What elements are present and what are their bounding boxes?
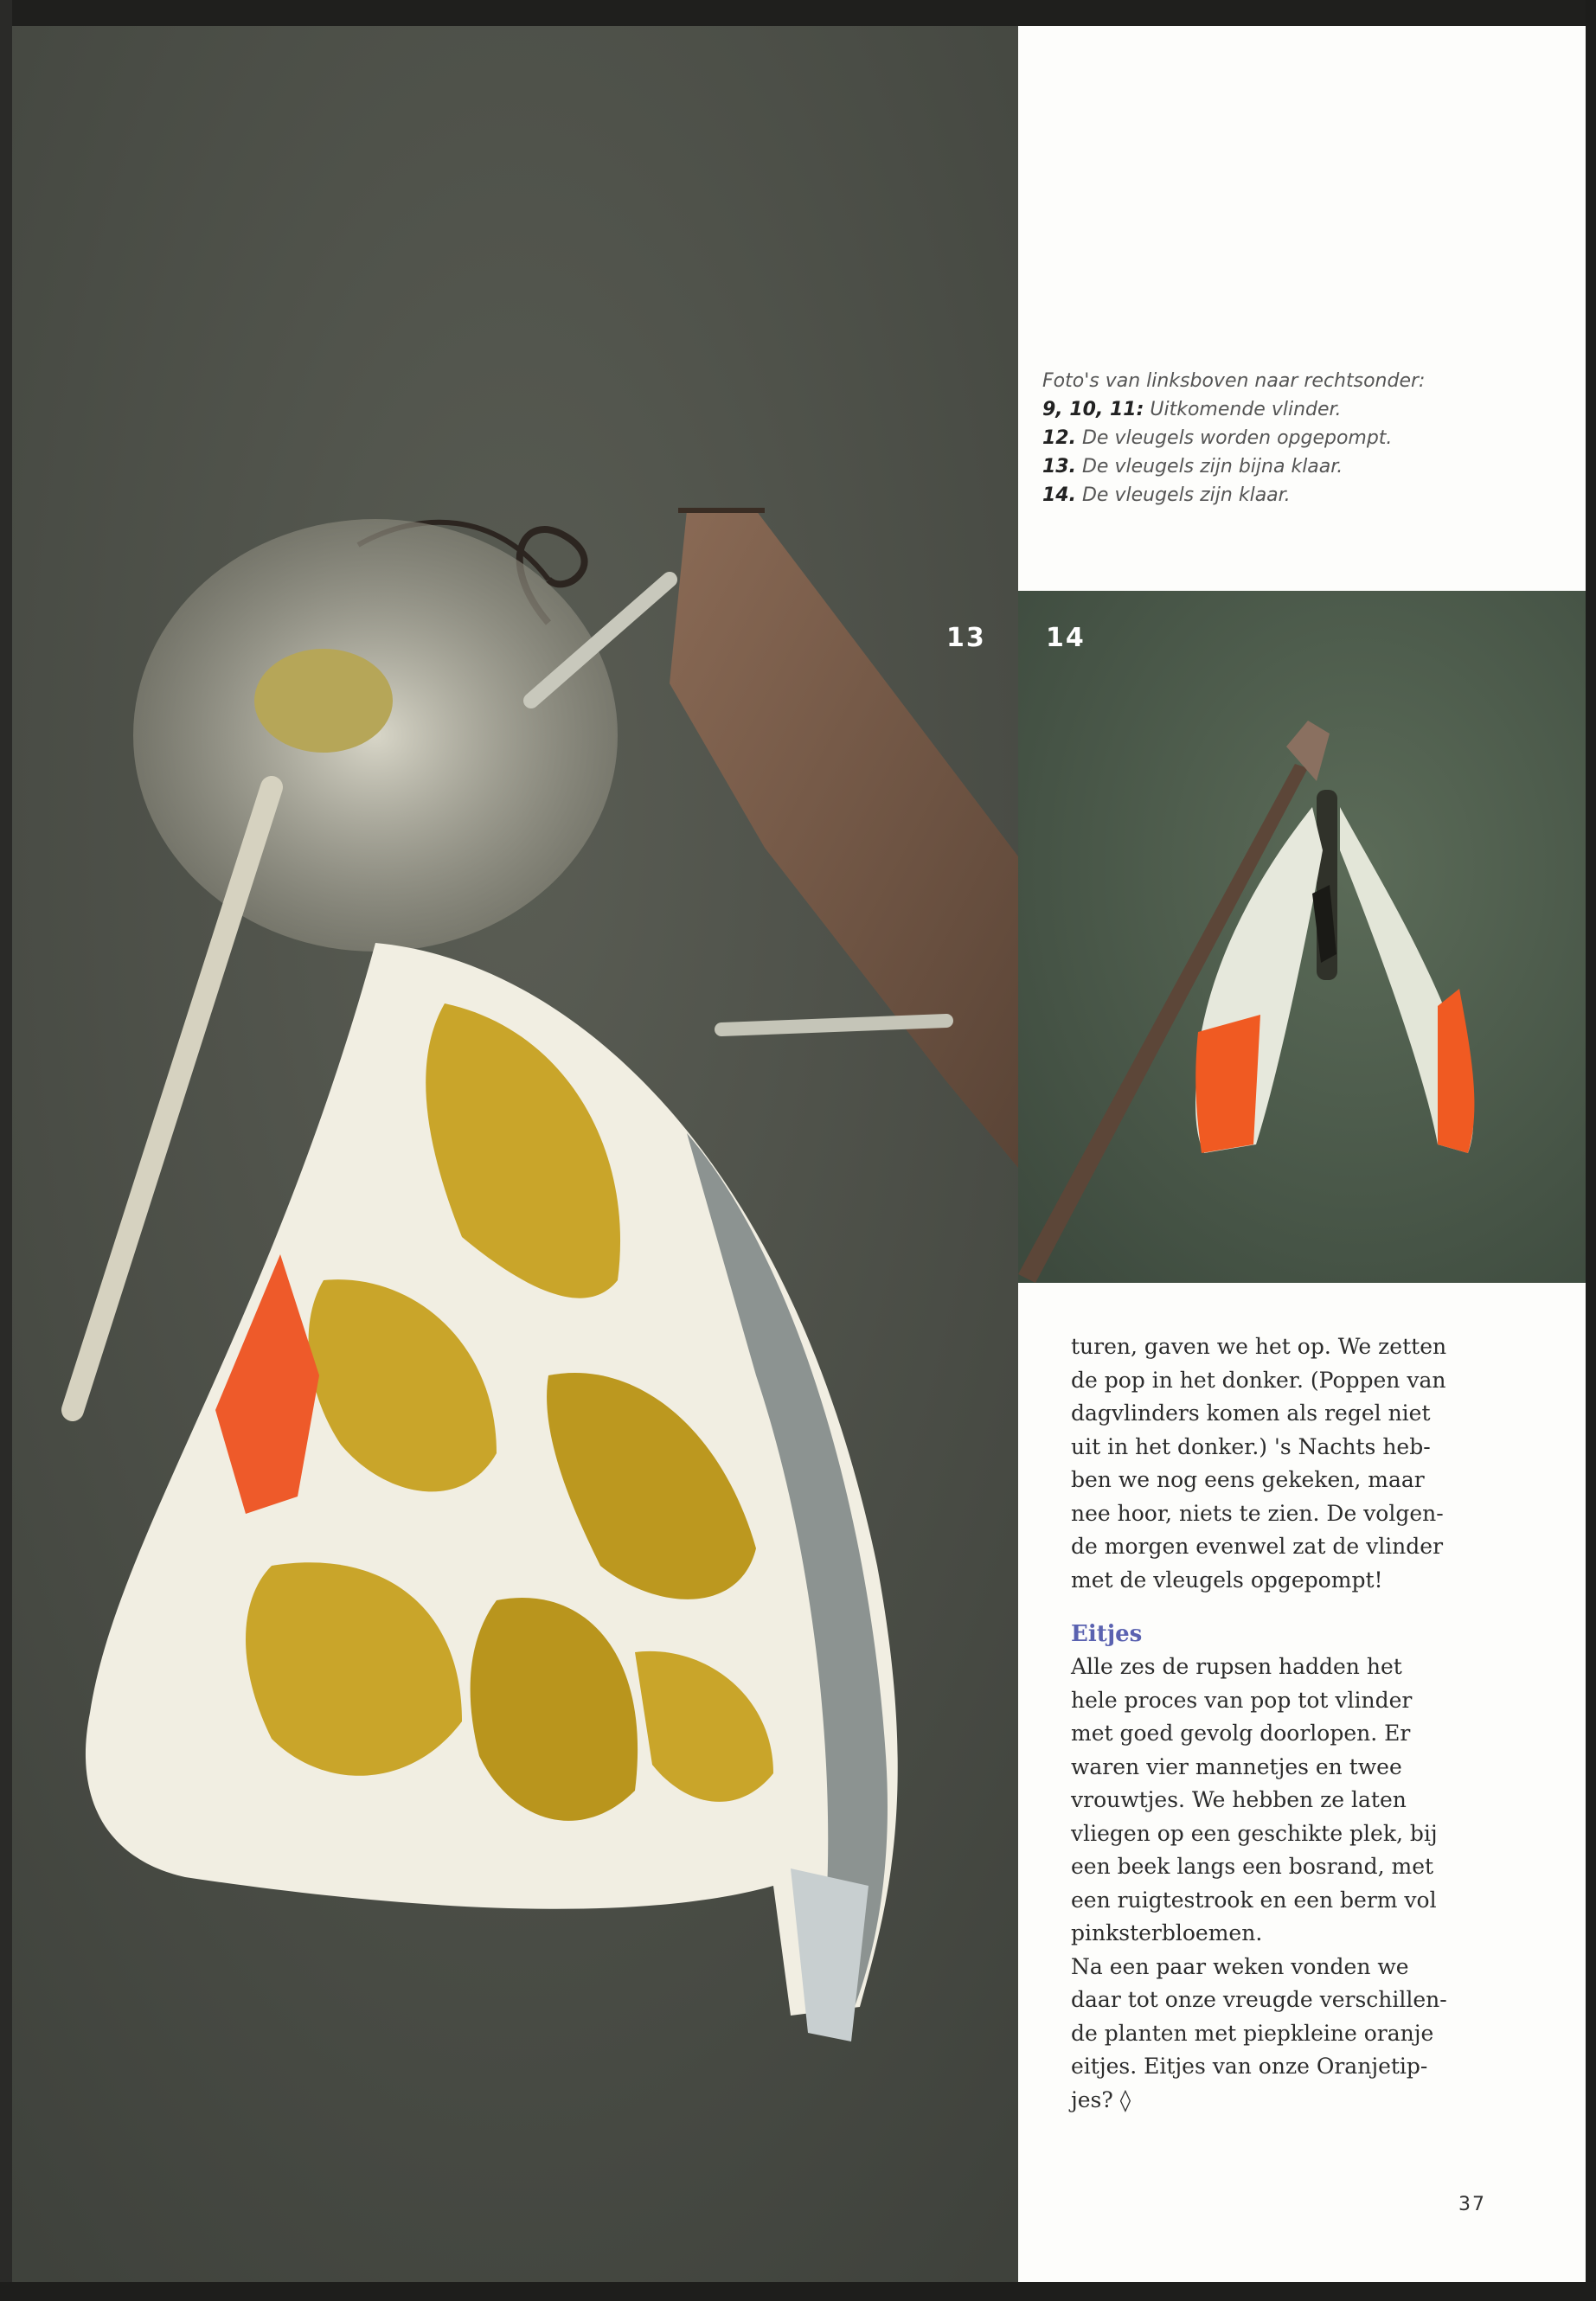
photo-caption xyxy=(1042,367,1561,510)
caption-item-number: 14. xyxy=(1042,484,1076,506)
caption-item-number: 12. xyxy=(1042,427,1076,449)
caption-item xyxy=(1042,424,1561,452)
article-line: een beek langs een bosrand, met xyxy=(1071,1854,1434,1879)
scan-edge-bottom xyxy=(0,2282,1596,2301)
article-line: pinksterbloemen. xyxy=(1071,1920,1263,1945)
scan-edge-top xyxy=(0,0,1596,26)
caption-item-number: 9, 10, 11: xyxy=(1042,399,1144,420)
article-line: hele proces van pop tot vlinder xyxy=(1071,1687,1413,1713)
caption-intro: Foto's van linksboven naar rechtsonder: xyxy=(1042,370,1426,392)
photo-number-14: 14 xyxy=(1046,623,1086,653)
article-line: de planten met piepkleine oranje xyxy=(1071,2020,1434,2046)
butterfly-illustration-13 xyxy=(12,26,1018,2282)
article-line: met de vleugels opgepompt! xyxy=(1071,1567,1383,1593)
article-body xyxy=(1071,1330,1555,2117)
caption-item-text: De vleugels zijn bijna klaar. xyxy=(1081,456,1343,478)
article-line: uit in het donker.) 's Nachts heb- xyxy=(1071,1433,1431,1459)
article-line: Alle zes de rupsen hadden het xyxy=(1071,1654,1402,1679)
caption-item-text: Uitkomende vlinder. xyxy=(1150,399,1342,420)
article-line: een ruigtestrook en een berm vol xyxy=(1071,1887,1437,1913)
article-line: waren vier mannetjes en twee xyxy=(1071,1753,1402,1779)
scan-edge-right xyxy=(1586,0,1596,2301)
caption-item-number: 13. xyxy=(1042,456,1076,478)
article-line: eitjes. Eitjes van onze Oranjetip- xyxy=(1071,2054,1428,2079)
thorax-fur xyxy=(133,519,618,952)
article-line: turen, gaven we het op. We zetten xyxy=(1071,1334,1447,1359)
article-paragraph xyxy=(1071,1650,1555,2117)
article-line: dagvlinders komen als regel niet xyxy=(1071,1400,1431,1426)
caption-item-text: De vleugels worden opgepompt. xyxy=(1081,427,1393,449)
caption-item xyxy=(1042,452,1561,481)
section-heading: Eitjes xyxy=(1071,1621,1143,1647)
article-line: de pop in het donker. (Poppen van xyxy=(1071,1367,1446,1393)
page-number: 37 xyxy=(1458,2194,1486,2215)
butterfly-photo-14 xyxy=(1018,591,1586,1283)
article-line: vrouwtjes. We hebben ze laten xyxy=(1071,1787,1407,1812)
butterfly-photo-13 xyxy=(12,26,1018,2282)
article-line: daar tot onze vreugde verschillen- xyxy=(1071,1987,1447,2012)
caption-item-text: De vleugels zijn klaar. xyxy=(1081,484,1291,506)
butterfly-illustration-14 xyxy=(1018,591,1586,1283)
article-line: Na een paar weken vonden we xyxy=(1071,1953,1409,1979)
caption-item xyxy=(1042,395,1561,424)
scan-edge-left xyxy=(0,0,12,2301)
article-line: jes? ◊ xyxy=(1071,2086,1131,2112)
article-line: met goed gevolg doorlopen. Er xyxy=(1071,1721,1411,1746)
article-line: de morgen evenwel zat de vlinder xyxy=(1071,1534,1444,1559)
article-line: ben we nog eens gekeken, maar xyxy=(1071,1467,1425,1492)
article-line: nee hoor, niets te zien. De volgen- xyxy=(1071,1500,1444,1526)
article-line: vliegen op een geschikte plek, bij xyxy=(1071,1820,1438,1846)
right-photo-left-orange-tip xyxy=(1195,1015,1260,1153)
article-paragraph xyxy=(1071,1330,1555,1597)
caption-item xyxy=(1042,481,1561,510)
photo-number-13: 13 xyxy=(946,623,986,653)
